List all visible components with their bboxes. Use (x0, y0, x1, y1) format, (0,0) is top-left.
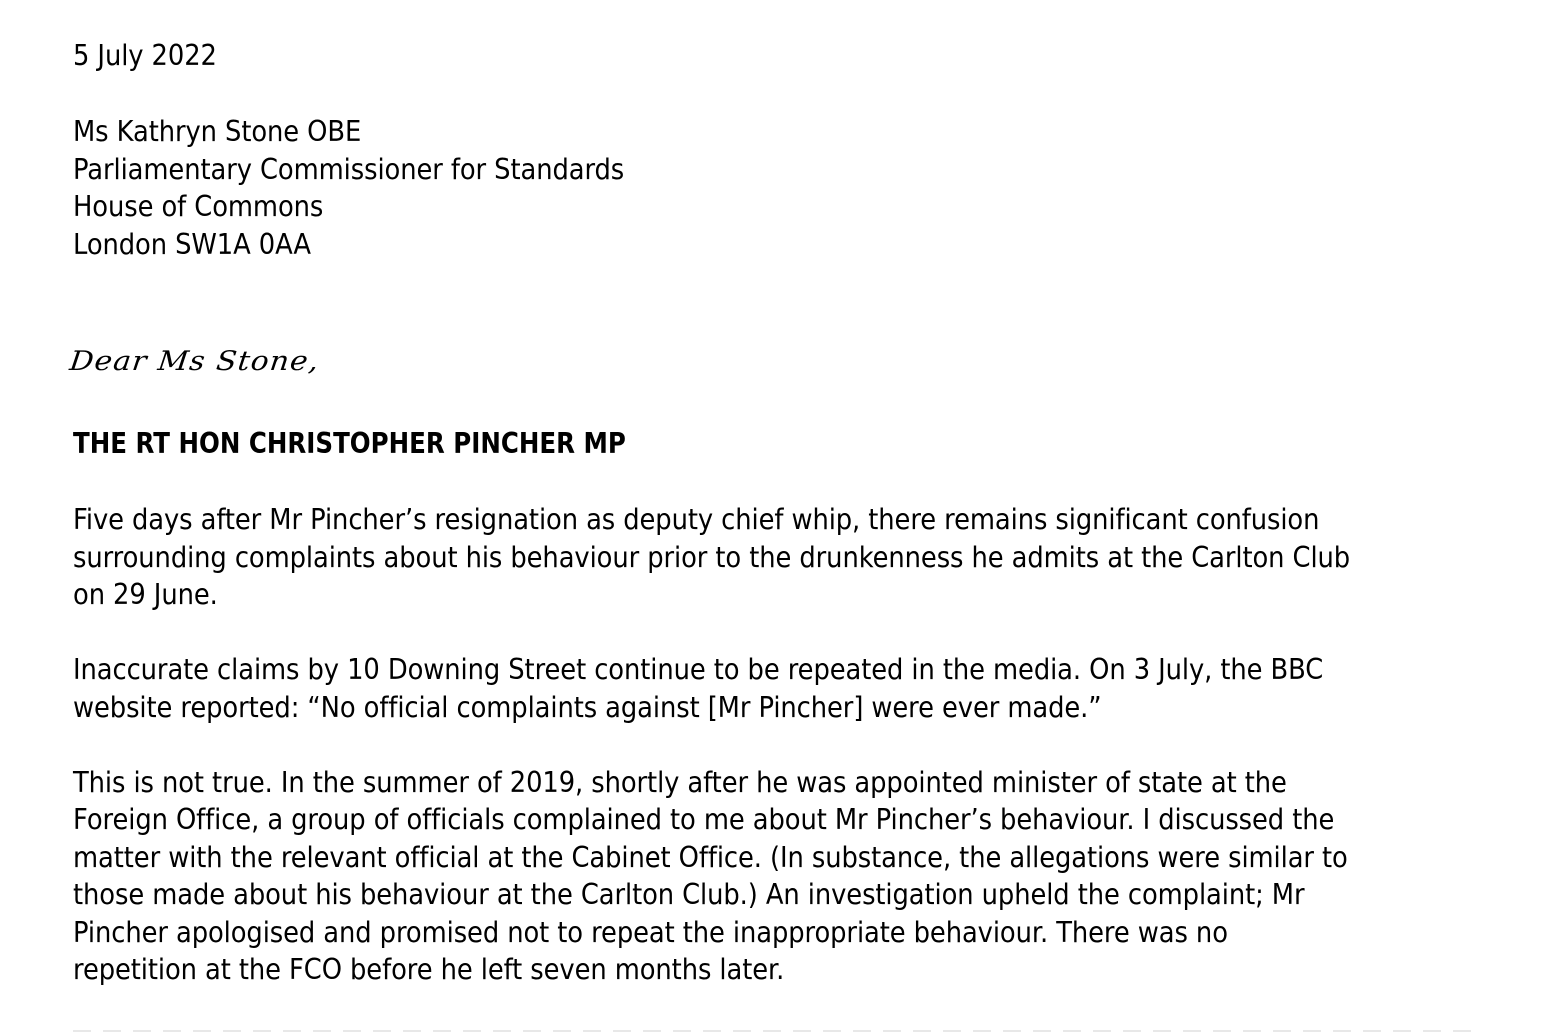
paragraph-line: Pincher apologised and promised not to repeat the inappropriate behaviour. There was no (73, 915, 1228, 949)
paragraph-line: Inaccurate claims by 10 Downing Street continue to be repeated in the media. On 3 July, the BBC (73, 653, 1324, 686)
paragraph-line: those made about his behaviour at the Carlton Club.) An investigation upheld the complaint; Mr (73, 878, 1305, 911)
paragraph-line: matter with the relevant official at the Cabinet Office. (In substance, the allegations were similar to (73, 840, 1348, 874)
letter-date: 5 July 2022 (73, 39, 217, 72)
paragraph-line: website reported: “No official complaints against [Mr Pincher] were ever made.” (73, 690, 1102, 724)
paragraph-line: surrounding complaints about his behaviour prior to the drunkenness he admits at the Carlton Club (73, 540, 1351, 574)
recipient-title: Parliamentary Commissioner for Standards (73, 152, 625, 186)
paragraph-line: on 29 June. (73, 578, 218, 611)
paragraph-line: Five days after Mr Pincher’s resignation as deputy chief whip, there remains significant confusion (73, 503, 1320, 536)
letter-subject-heading: THE RT HON CHRISTOPHER PINCHER MP (73, 427, 626, 460)
paragraph-line: repetition at the FCO before he left seven months later. (73, 953, 785, 986)
paragraph-line: Foreign Office, a group of officials complained to me about Mr Pincher’s behaviour. I discussed the (73, 803, 1335, 836)
recipient-address: London SW1A 0AA (73, 227, 311, 261)
recipient-organisation: House of Commons (73, 190, 324, 223)
recipient-name: Ms Kathryn Stone OBE (73, 115, 362, 148)
paragraph-line: This is not true. In the summer of 2019, shortly after he was appointed minister of state at the (73, 765, 1287, 799)
cropped-next-line (73, 1024, 1473, 1032)
salutation: Dear Ms Stone, (67, 346, 322, 377)
